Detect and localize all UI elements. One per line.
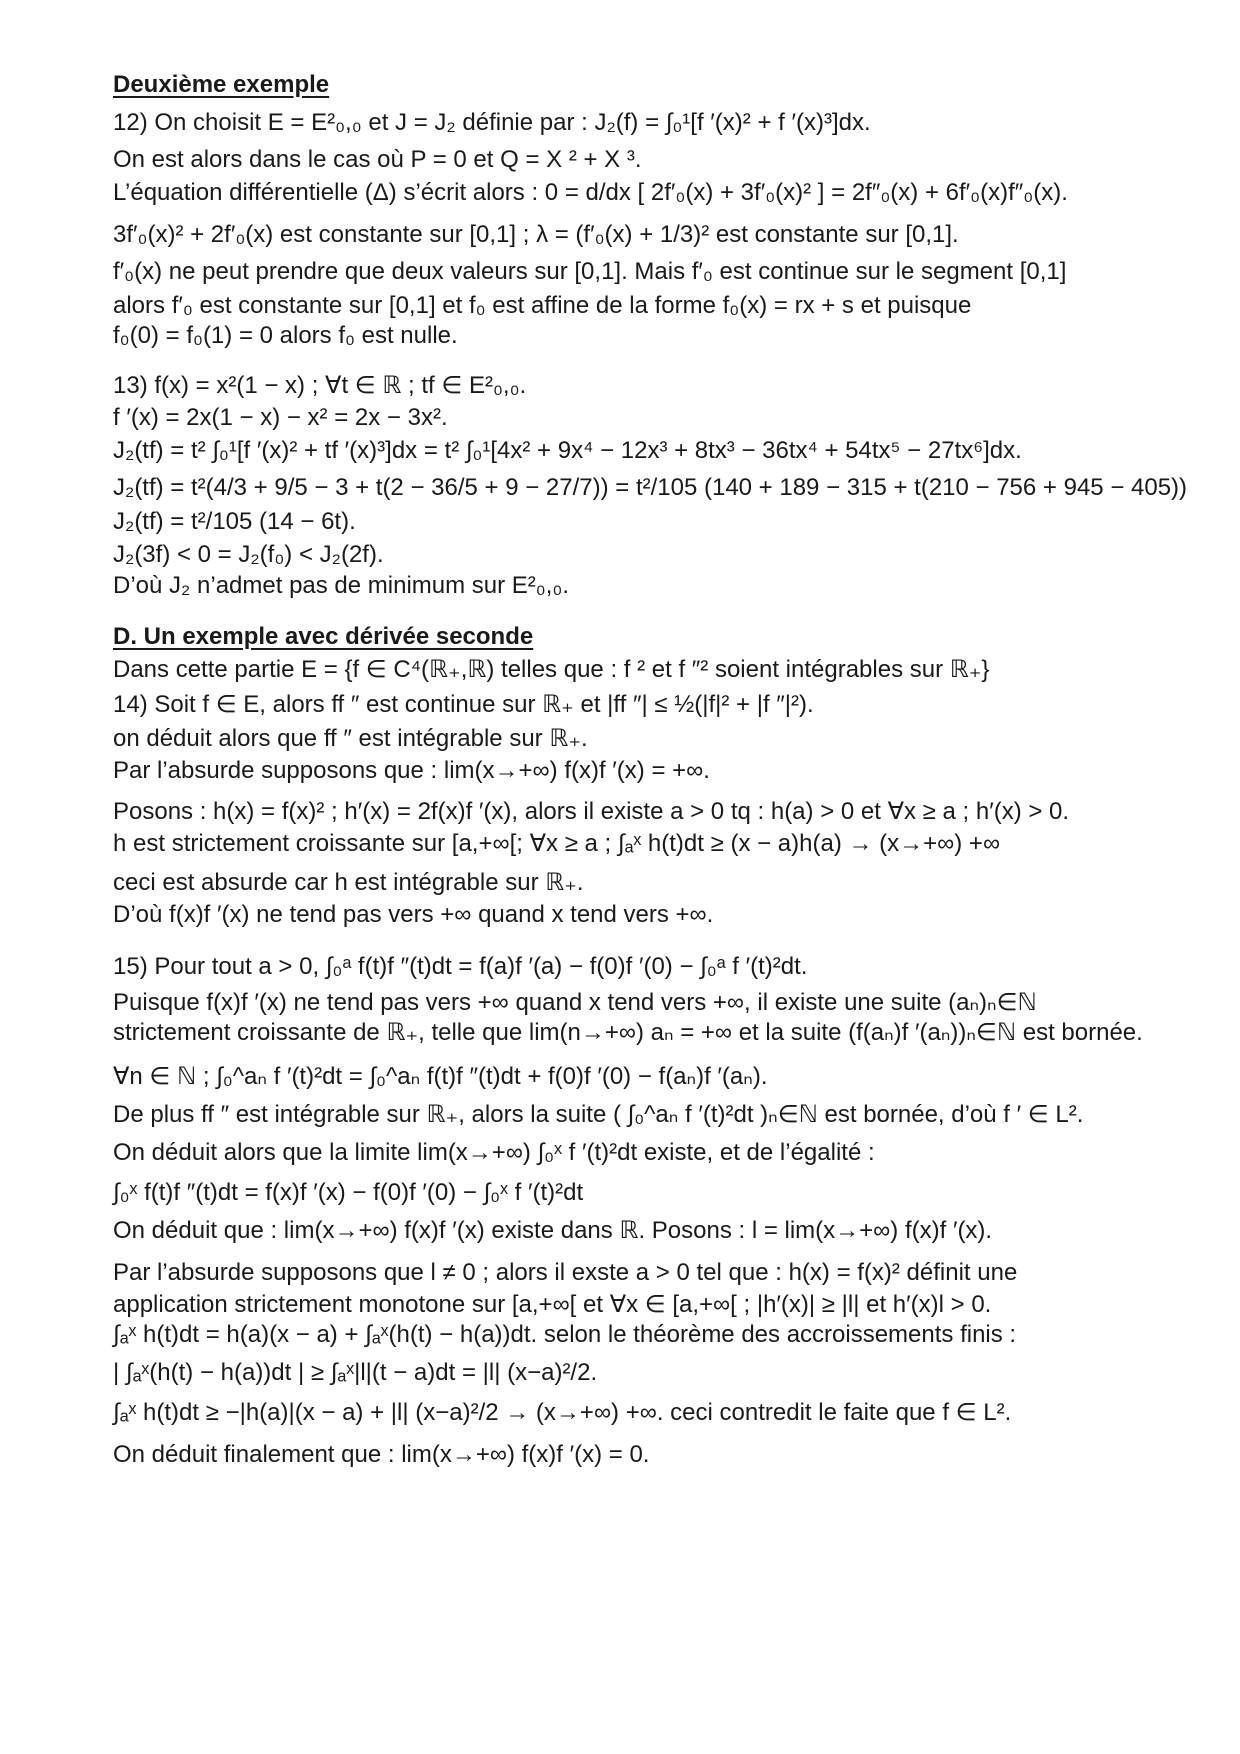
text-line: 12) On choisit E = E²₀,₀ et J = J₂ définie par : J₂(f) = ∫₀¹[f ′(x)² + f ′(x)³]dx. [113,109,871,136]
text-line: ∀n ∈ ℕ ; ∫₀^aₙ f ′(t)²dt = ∫₀^aₙ f(t)f ″(t)dt + f(0)f ′(0) − f(aₙ)f ′(aₙ). [113,1063,768,1090]
text-line: Dans cette partie E = {f ∈ C⁴(ℝ₊,ℝ) telles que : f ² et f ″² soient intégrables sur ℝ₊} [113,656,990,683]
text-line: On déduit que : lim(x→+∞) f(x)f ′(x) existe dans ℝ. Posons : l = lim(x→+∞) f(x)f ′(x). [113,1217,993,1244]
text-line: Par l’absurde supposons que l ≠ 0 ; alors il exste a > 0 tel que : h(x) = f(x)² définit une [113,1259,1018,1286]
text-line: | ∫ₐˣ(h(t) − h(a))dt | ≥ ∫ₐˣ|l|(t − a)dt = |l| (x−a)²/2. [113,1359,598,1386]
text-line: ∫ₐˣ h(t)dt = h(a)(x − a) + ∫ₐˣ(h(t) − h(a))dt. selon le théorème des accroissements finis : [113,1321,1017,1348]
text-line: J₂(tf) = t²/105 (14 − 6t). [113,508,356,535]
text-line: ∫₀ˣ f(t)f ″(t)dt = f(x)f ′(x) − f(0)f ′(0) − ∫₀ˣ f ′(t)²dt [113,1179,584,1206]
text-line: f′₀(x) ne peut prendre que deux valeurs sur [0,1]. Mais f′₀ est continue sur le segment [0,1] [113,258,1067,285]
section-heading-d: D. Un exemple avec dérivée seconde [113,623,534,650]
text-line: f₀(0) = f₀(1) = 0 alors f₀ est nulle. [113,322,458,349]
text-line: De plus ff ″ est intégrable sur ℝ₊, alors la suite ( ∫₀^aₙ f ′(t)²dt )ₙ∈ℕ est bornée, d’où f ′ ∈ L². [113,1101,1084,1128]
text-line: ∫ₐˣ h(t)dt ≥ −|h(a)|(x − a) + |l| (x−a)²/2 → (x→+∞) +∞. ceci contredit le faite que f ∈ L². [113,1399,1012,1426]
text-line: 13) f(x) = x²(1 − x) ; ∀t ∈ ℝ ; tf ∈ E²₀,₀. [113,372,527,399]
text-line: On déduit finalement que : lim(x→+∞) f(x)f ′(x) = 0. [113,1441,650,1468]
text-line: J₂(tf) = t² ∫₀¹[f ′(x)² + tf ′(x)³]dx = t² ∫₀¹[4x² + 9x⁴ − 12x³ + 8tx³ − 36tx⁴ + 54tx⁵ − 27tx⁶]dx. [113,437,1022,464]
text-line: D’où f(x)f ′(x) ne tend pas vers +∞ quand x tend vers +∞. [113,901,714,928]
text-line: h est strictement croissante sur [a,+∞[; ∀x ≥ a ; ∫ₐˣ h(t)dt ≥ (x − a)h(a) → (x→+∞) +∞ [113,830,1001,857]
text-line: On est alors dans le cas où P = 0 et Q = X ² + X ³. [113,146,642,173]
text-line: alors f′₀ est constante sur [0,1] et f₀ est affine de la forme f₀(x) = rx + s et puisque [113,292,972,319]
text-line: strictement croissante de ℝ₊, telle que lim(n→+∞) aₙ = +∞ et la suite (f(aₙ)f ′(aₙ))ₙ∈ℕ est bornée. [113,1019,1143,1046]
text-line: J₂(3f) < 0 = J₂(f₀) < J₂(2f). [113,541,384,568]
text-line: On déduit alors que la limite lim(x→+∞) ∫₀ˣ f ′(t)²dt existe, et de l’égalité : [113,1139,875,1166]
text-line: L’équation différentielle (Δ) s’écrit alors : 0 = d/dx [ 2f′₀(x) + 3f′₀(x)² ] = 2f″₀(x) + 6f′₀(x)f″₀(x). [113,179,1068,206]
text-line: J₂(tf) = t²(4/3 + 9/5 − 3 + t(2 − 36/5 + 9 − 27/7)) = t²/105 (140 + 189 − 315 + t(210 − 756 + 945 − 405)) [113,474,1188,501]
text-line: Puisque f(x)f ′(x) ne tend pas vers +∞ quand x tend vers +∞, il existe une suite (aₙ)ₙ∈ℕ [113,989,1037,1016]
text-line: ceci est absurde car h est intégrable sur ℝ₊. [113,869,584,896]
text-line: D’où J₂ n’admet pas de minimum sur E²₀,₀. [113,572,570,599]
text-line: 15) Pour tout a > 0, ∫₀ᵃ f(t)f ″(t)dt = f(a)f ′(a) − f(0)f ′(0) − ∫₀ᵃ f ′(t)²dt. [113,953,808,980]
text-line: on déduit alors que ff ″ est intégrable sur ℝ₊. [113,725,588,752]
text-line: 3f′₀(x)² + 2f′₀(x) est constante sur [0,1] ; λ = (f′₀(x) + 1/3)² est constante sur [0,1]. [113,221,959,248]
text-line: application strictement monotone sur [a,+∞[ et ∀x ∈ [a,+∞[ ; |h′(x)| ≥ |l| et h′(x)l > 0. [113,1291,992,1318]
section-heading-deuxieme-exemple: Deuxième exemple [113,71,330,98]
text-line: f ′(x) = 2x(1 − x) − x² = 2x − 3x². [113,404,448,431]
text-line: 14) Soit f ∈ E, alors ff ″ est continue sur ℝ₊ et |ff ″| ≤ ½(|f|² + |f ″|²). [113,691,814,718]
text-line: Posons : h(x) = f(x)² ; h′(x) = 2f(x)f ′(x), alors il existe a > 0 tq : h(a) > 0 et ∀x ≥ a ; h′(x) > 0. [113,798,1070,825]
text-line: Par l’absurde supposons que : lim(x→+∞) f(x)f ′(x) = +∞. [113,757,710,784]
